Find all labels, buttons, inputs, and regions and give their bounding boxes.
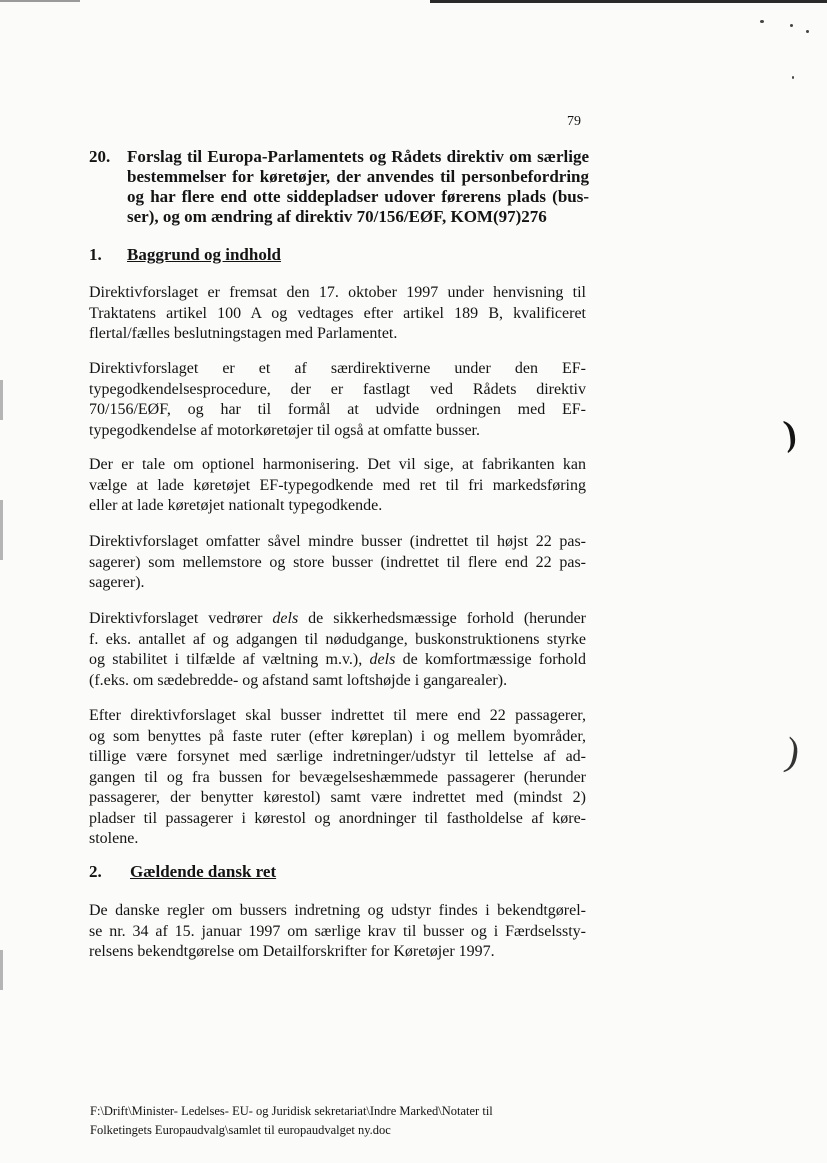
scan-margin-mark [0,380,3,420]
text-line: vælge at lade køretøjet EF-typegodkende med ret til fri markedsføring [89,476,586,494]
footer-line: Folketingets Europaudvalg\samlet til europaudvalget ny.doc [90,1123,391,1137]
text-line: sagerer) som mellemstore og store busser (indrettet til flere end 22 pas- [89,553,586,571]
text-line: (f.eks. om sædebredde- og afstand samt loftshøjde i gangarealer). [89,671,508,689]
text-line: gangen til og fra bussen for bevægelseshæmmede passagerer (herunder [89,768,586,786]
text-line: pladser til passagerer i kørestol og anordninger til fastholdelse af køre- [89,809,586,827]
paragraph [89,359,586,441]
text-line: typegodkendelsesprocedure, der er fastlagt ved Rådets direktiv [89,380,586,398]
text-line: Efter direktivforslaget skal busser indrettet til mere end 22 passagerer, [89,707,586,724]
text-line: De danske regler om bussers indretning og udstyr findes i bekendtgørel- [89,902,586,919]
paragraph [89,901,586,963]
paragraph [89,532,586,594]
scan-margin-mark [0,500,3,560]
title-number: 20. [89,147,111,166]
text-line: Der er tale om optionel harmonisering. Det vil sige, at fabrikanten kan [89,456,586,473]
scan-speck [790,24,793,27]
text-line: flertal/fælles beslutningstagen med Parlamentet. [89,325,398,342]
title-line: ser), og om ændring af direktiv 70/156/EØF, KOM(97)276 [127,207,547,226]
scan-top-border [430,0,827,3]
title-line: og har flere end otte siddepladser udover førerens plads (bus- [127,187,589,206]
text-line: sagerer). [89,574,145,591]
text-line [89,650,586,671]
document-title [89,147,589,227]
footer-line: F:\Drift\Minister- Ledelses- EU- og Juridisk sekretariat\Indre Marked\Notater til [90,1104,493,1118]
title-line: Forslag til Europa-Parlamentets og Rådets direktiv om særlige [127,147,589,166]
scan-edge-mark [0,0,80,2]
text-run: Direktivforslaget vedrører [89,610,273,627]
text-line: f. eks. antallet af og adgangen til nødudgange, buskonstruktionens styrke [89,630,586,648]
file-path-footer [90,1102,570,1140]
binder-hole-mark: ) [782,728,804,775]
text-line: Traktatens artikel 100 A og vedtages efter artikel 189 B, kvalificeret [89,304,586,322]
emphasis: dels [272,610,299,627]
paragraph [89,283,586,345]
scan-speck [806,30,809,33]
text-line: stolene. [89,830,139,847]
section-number: 2. [89,862,102,881]
text-line: eller at lade køretøjet nationalt typegodkende. [89,497,383,514]
text-run: og stabilitet i tilfælde af væltning m.v.), [89,651,370,668]
text-line: se nr. 34 af 15. januar 1997 om særlige krav til busser og i Færdselssty- [89,922,586,940]
text-line: tillige være forsynet med særlige indretninger/udstyr til lettelse af ad- [89,748,586,765]
scan-speck [760,20,764,23]
binder-hole-mark: ) [781,412,799,454]
text-line: Direktivforslaget omfatter såvel mindre busser (indrettet til højst 22 pas- [89,533,586,550]
paragraph [89,706,586,850]
section-title: Baggrund og indhold [127,245,282,264]
scan-speck [792,76,794,79]
text-line: Direktivforslaget er et af særdirektiverne under den EF- [89,360,586,377]
text-run: de sikkerhedsmæssige forhold (herunder [298,610,587,627]
text-line: 70/156/EØF, og har til formål at udvide ordningen med EF- [89,401,586,418]
page-number: 79 [567,114,581,129]
text-line: typegodkendelse af motorkøretøjer til også at omfatte busser. [89,421,480,439]
title-line: bestemmelser for køretøjer, der anvendes til personbefordring [127,167,589,186]
emphasis: dels [369,651,396,668]
section-number: 1. [89,245,102,264]
text-line: Direktivforslaget er fremsat den 17. oktober 1997 under henvisning til [89,284,586,301]
text-run: de komfortmæssige forhold [395,651,586,668]
scan-margin-mark [0,950,3,990]
text-line [89,609,586,630]
text-line: relsens bekendtgørelse om Detailforskrifter for Køretøjer 1997. [89,943,495,960]
paragraph [89,455,586,517]
paragraph [89,609,586,691]
text-line: passagerer, der benytter kørestol) samt være indrettet med (mindst 2) [89,789,586,806]
text-line: og som benyttes på faste ruter (efter køreplan) i og mellem byområder, [89,727,586,745]
section-title: Gældende dansk ret [130,862,277,881]
